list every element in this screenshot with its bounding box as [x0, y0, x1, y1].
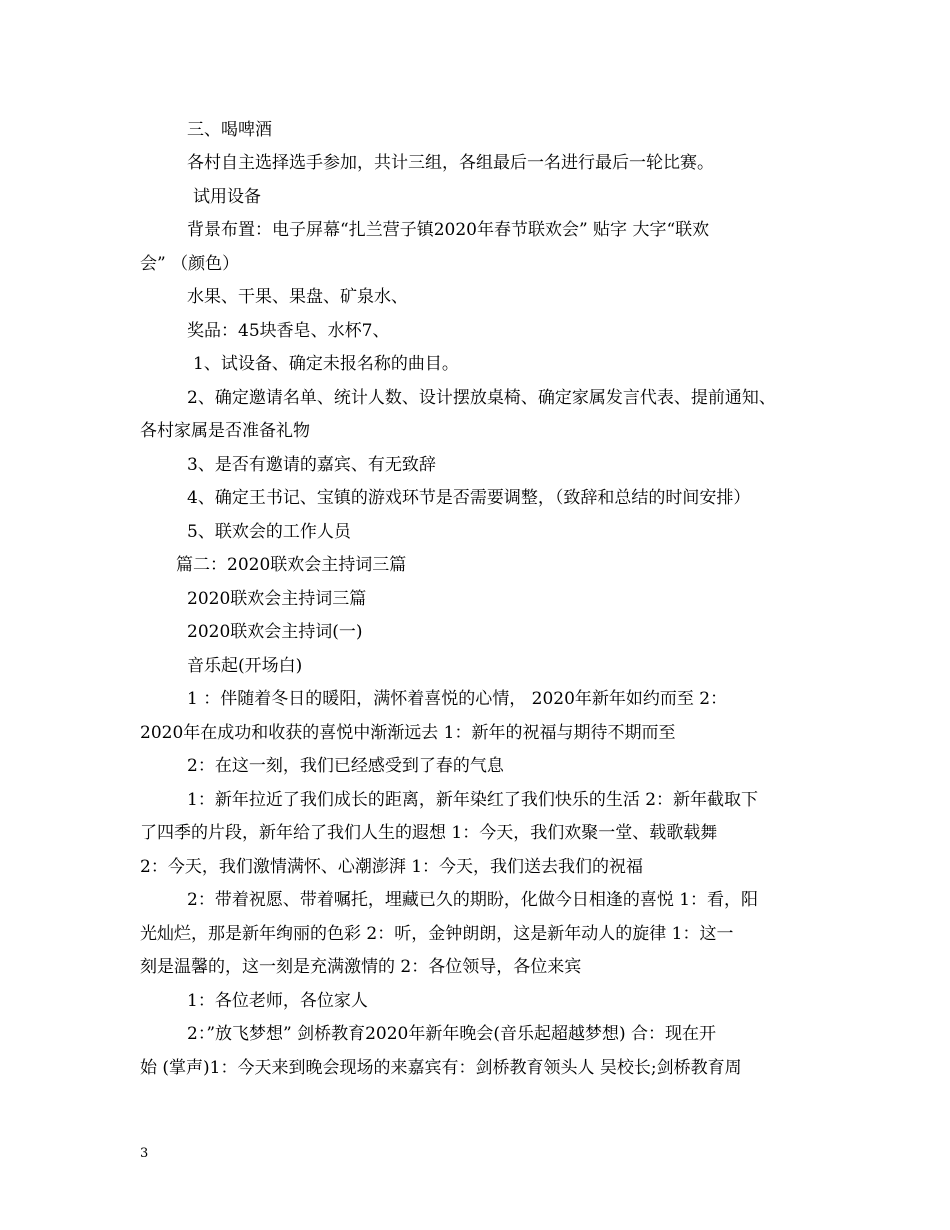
text-line: 1：各位老师，各位家人	[187, 991, 368, 1011]
section-heading: 篇二：2020联欢会主持词三篇	[176, 555, 407, 575]
text-line: 1 ：伴随着冬日的暖阳，满怀着喜悦的心情， 2020年新年如约而至 2：	[187, 689, 728, 709]
text-line: 2：带着祝愿、带着嘱托，埋藏已久的期盼，化做今日相逢的喜悦 1：看，阳	[187, 890, 759, 910]
text-line: 2：”放飞梦想” 剑桥教育2020年新年晚会(音乐起超越梦想) 合：现在开	[187, 1024, 717, 1044]
page-number: 3	[140, 1146, 149, 1161]
text-line: 光灿烂，那是新年绚丽的色彩 2：听，金钟朗朗，这是新年动人的旋律 1：这一	[140, 924, 734, 944]
text-line: 试用设备	[193, 187, 261, 207]
text-line: 4、确定王书记、宝镇的游戏环节是否需要调整，（致辞和总结的时间安排）	[187, 488, 751, 508]
text-line: 5、联欢会的工作人员	[187, 522, 351, 542]
text-line: 了四季的片段，新年给了我们人生的遐想 1：今天，我们欢聚一堂、载歌载舞	[140, 823, 718, 843]
text-line: 1：新年拉近了我们成长的距离，新年染红了我们快乐的生活 2：新年截取下	[187, 790, 759, 810]
text-line: 背景布置：电子屏幕“扎兰营子镇2020年春节联欢会” 贴字 大字“联欢	[187, 220, 710, 240]
text-line: 音乐起(开场白)	[187, 656, 303, 676]
text-line: 各村家属是否准备礼物	[140, 421, 310, 441]
text-line: 2020联欢会主持词(一)	[187, 622, 363, 642]
text-line: 奖品：45块香皂、水杯7、	[187, 321, 390, 341]
text-line: 2：今天，我们激情满怀、心潮澎湃 1：今天，我们送去我们的祝福	[140, 857, 644, 877]
text-line: 水果、干果、果盘、矿泉水、	[187, 287, 408, 307]
text-line: 1、试设备、确定未报名称的曲目。	[193, 354, 459, 374]
text-line: 会” （颜色）	[140, 254, 240, 274]
text-line: 2：在这一刻，我们已经感受到了春的气息	[187, 756, 504, 776]
text-line: 2020联欢会主持词三篇	[187, 589, 367, 609]
text-line: 三、喝啤酒	[187, 120, 272, 140]
text-line: 各村自主选择选手参加，共计三组，各组最后一名进行最后一轮比赛。	[187, 153, 714, 173]
text-line: 3、是否有邀请的嘉宾、有无致辞	[187, 455, 436, 475]
text-line: 2、确定邀请名单、统计人数、设计摆放桌椅、确定家属发言代表、提前通知、	[187, 388, 776, 408]
text-line: 2020年在成功和收获的喜悦中渐渐远去 1：新年的祝福与期待不期而至	[140, 723, 676, 743]
text-line: 始 (掌声)1：今天来到晚会现场的来嘉宾有：剑桥教育领头人 吴校长;剑桥教育周	[140, 1058, 742, 1078]
text-line: 刻是温馨的，这一刻是充满激情的 2：各位领导，各位来宾	[140, 957, 582, 977]
